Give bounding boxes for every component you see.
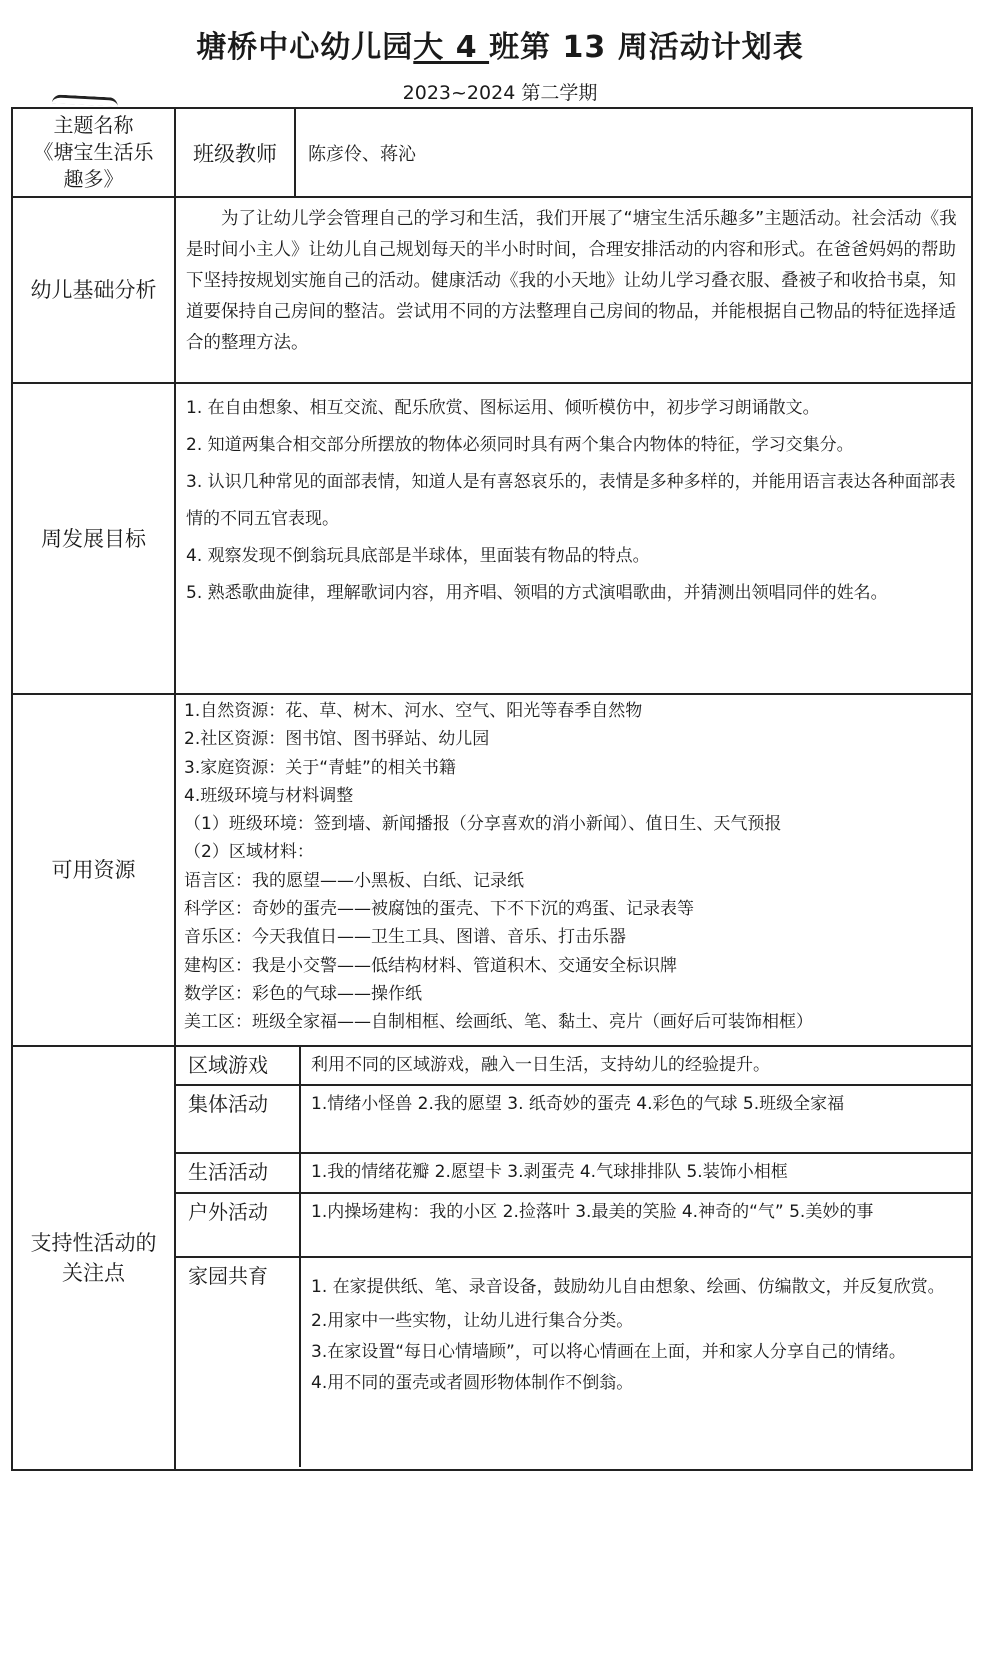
support-sub-label: 生活活动 bbox=[176, 1153, 300, 1193]
goals-label: 周发展目标 bbox=[12, 383, 175, 694]
analysis-text: 为了让幼儿学会管理自己的学习和生活，我们开展了“塘宝生活乐趣多”主题活动。社会活动《我是时间小主人》让幼儿自己规划每天的半小时时间，合理安排活动的内容和形式。在爸爸妈妈的帮助下坚持按规划实施自己的活动。健康活动《我的小天地》让幼儿学习叠衣服、叠被子和收拾书桌，知道要保持自己房间的整洁。尝试用不同的方法整理自己房间的物品，并能根据自己物品的特征选择适合的整理方法。 bbox=[186, 209, 957, 353]
home-item-2: 2.用家中一些实物，让幼儿进行集合分类。 bbox=[311, 1311, 634, 1331]
support-sub-label: 集体活动 bbox=[176, 1085, 300, 1153]
resource-line-10: 建构区：我是小交警——低结构材料、管道积木、交通安全标识牌 bbox=[184, 955, 677, 976]
resource-line-4: 4.班级环境与材料调整 bbox=[184, 785, 354, 806]
theme-label-line1: 主题名称 bbox=[53, 113, 134, 137]
title-class-underlined: 大 4 bbox=[413, 30, 490, 65]
support-row-group-activity bbox=[176, 1085, 971, 1153]
page-title bbox=[0, 22, 1000, 66]
support-sub-text: 1.内操场建构：我的小区 2.捡落叶 3.最美的笑脸 4.神奇的“气” 5.美妙的事 bbox=[300, 1193, 971, 1257]
resource-line-7: 语言区：我的愿望——小黑板、白纸、记录纸 bbox=[184, 870, 524, 891]
resources-row bbox=[12, 694, 972, 1046]
support-row-home-school bbox=[176, 1257, 971, 1467]
home-school-content bbox=[300, 1257, 971, 1467]
theme-row bbox=[12, 108, 972, 197]
support-row-area-games bbox=[176, 1047, 971, 1085]
title-suffix: 班第 13 周活动计划表 bbox=[489, 30, 804, 65]
support-label-line1: 支持性活动的 bbox=[30, 1231, 157, 1255]
analysis-content bbox=[175, 197, 972, 383]
support-sub-text: 1.情绪小怪兽 2.我的愿望 3. 纸奇妙的蛋壳 4.彩色的气球 5.班级全家福 bbox=[300, 1085, 971, 1153]
resource-line-8: 科学区：奇妙的蛋壳——被腐蚀的蛋壳、下不下沉的鸡蛋、记录表等 bbox=[184, 899, 694, 920]
goal-item-1: 1. 在自由想象、相互交流、配乐欣赏、图标运用、倾听模仿中，初步学习朗诵散文。 bbox=[186, 398, 820, 418]
resources-label: 可用资源 bbox=[12, 694, 175, 1046]
title-prefix: 塘桥中心幼儿园 bbox=[196, 30, 414, 65]
support-row-life-activity bbox=[176, 1153, 971, 1193]
support-label bbox=[12, 1046, 175, 1470]
home-item-3: 3.在家设置“每日心情墙顾”，可以将心情画在上面，并和家人分享自己的情绪。 bbox=[311, 1342, 906, 1362]
resource-line-11: 数学区：彩色的气球——操作纸 bbox=[184, 983, 422, 1004]
resource-line-9: 音乐区：今天我值日——卫生工具、图谱、音乐、打击乐器 bbox=[184, 927, 626, 948]
support-sub-text: 利用不同的区域游戏，融入一日生活，支持幼儿的经验提升。 bbox=[300, 1047, 971, 1085]
goal-item-4: 4. 观察发现不倒翁玩具底部是半球体，里面装有物品的特点。 bbox=[186, 546, 650, 566]
support-subtable bbox=[176, 1047, 971, 1467]
theme-label-line2: 《塘宝生活乐 bbox=[33, 140, 154, 164]
analysis-row bbox=[12, 197, 972, 383]
resource-line-2: 2.社区资源：图书馆、图书驿站、幼儿园 bbox=[184, 729, 490, 750]
goals-row bbox=[12, 383, 972, 694]
semester-subtitle: 2023~2024 第二学期 bbox=[402, 82, 598, 104]
activity-plan-table bbox=[11, 107, 973, 1471]
resource-line-3: 3.家庭资源：关于“青蛙”的相关书籍 bbox=[184, 757, 456, 778]
teacher-names: 陈彦伶、蒋沁 bbox=[295, 108, 972, 197]
goal-item-2: 2. 知道两集合相交部分所摆放的物体必须同时具有两个集合内物体的特征，学习交集分。 bbox=[186, 435, 854, 455]
resource-line-5: （1）班级环境：签到墙、新闻播报（分享喜欢的消小新闻）、值日生、天气预报 bbox=[184, 814, 782, 835]
home-item-4: 4.用不同的蛋壳或者圆形物体制作不倒翁。 bbox=[311, 1373, 634, 1393]
teacher-label: 班级教师 bbox=[175, 108, 295, 197]
theme-label-line3: 趣多》 bbox=[63, 167, 124, 191]
support-sub-label: 区域游戏 bbox=[176, 1047, 300, 1085]
support-label-line2: 关注点 bbox=[62, 1261, 125, 1285]
analysis-label: 幼儿基础分析 bbox=[12, 197, 175, 383]
resources-content bbox=[175, 694, 972, 1046]
support-content bbox=[175, 1046, 972, 1470]
support-sub-label: 家园共育 bbox=[176, 1257, 300, 1467]
support-sub-text: 1.我的情绪花瓣 2.愿望卡 3.剥蛋壳 4.气球排排队 5.装饰小相框 bbox=[300, 1153, 971, 1193]
home-item-1: 1. 在家提供纸、笔、录音设备，鼓励幼儿自由想象、绘画、仿编散文，并反复欣赏。 bbox=[311, 1277, 945, 1297]
goal-item-3: 3. 认识几种常见的面部表情，知道人是有喜怒哀乐的，表情是多种多样的，并能用语言表达各种面部表情的不同五官表现。 bbox=[186, 472, 956, 529]
resource-line-6: （2）区域材料： bbox=[184, 842, 314, 863]
resource-line-12: 美工区：班级全家福——自制相框、绘画纸、笔、黏土、亮片（画好后可装饰相框） bbox=[184, 1012, 813, 1033]
support-row bbox=[12, 1046, 972, 1470]
support-sub-label: 户外活动 bbox=[176, 1193, 300, 1257]
support-row-outdoor-activity bbox=[176, 1193, 971, 1257]
theme-label-cell bbox=[12, 108, 175, 197]
goals-content bbox=[175, 383, 972, 694]
goal-item-5: 5. 熟悉歌曲旋律，理解歌词内容，用齐唱、领唱的方式演唱歌曲，并猜测出领唱同伴的姓名。 bbox=[186, 583, 888, 603]
resource-line-1: 1.自然资源：花、草、树木、河水、空气、阳光等春季自然物 bbox=[184, 701, 643, 721]
